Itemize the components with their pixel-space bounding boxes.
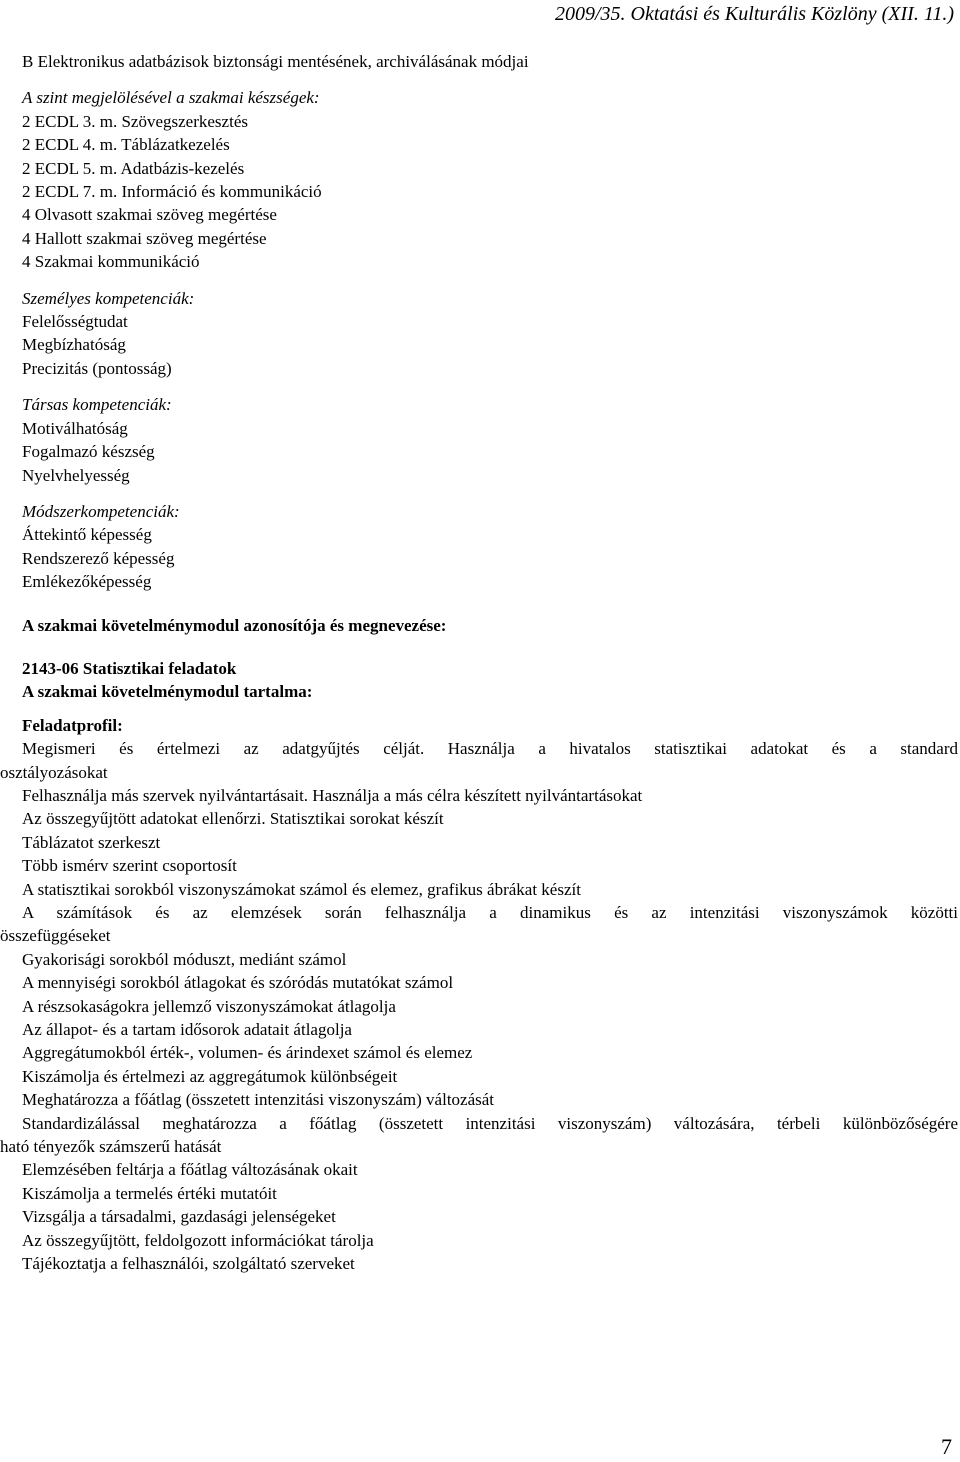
task-item: Tájékoztatja a felhasználói, szolgáltató szerveket xyxy=(22,1254,355,1274)
list-item: 2 ECDL 3. m. Szövegszerkesztés xyxy=(22,111,248,131)
list-item: 2 ECDL 5. m. Adatbázis-kezelés xyxy=(22,158,245,178)
task-item: A mennyiségi sorokból átlagokat és szóródás mutatókat számol xyxy=(22,973,454,993)
list-item: Áttekintő képesség xyxy=(22,525,152,545)
task-item: A statisztikai sorokból viszonyszámokat számol és elemez, grafikus ábrákat készít xyxy=(22,879,581,899)
list-item: 4 Olvasott szakmai szöveg megértése xyxy=(22,205,277,225)
social-list xyxy=(22,417,958,487)
task-item-continuation: ható tényezők számszerű hatását xyxy=(0,1137,222,1157)
list-item: 4 Hallott szakmai szöveg megértése xyxy=(22,228,267,248)
personal-list xyxy=(22,310,958,380)
skills-heading: A szint megjelölésével a szakmai készségek: xyxy=(22,88,320,108)
task-item: Aggregátumokból érték-, volumen- és árindexet számol és elemez xyxy=(22,1043,473,1063)
task-item: A számítások és az elemzések során felhasználja a dinamikus és az intenzitási viszonyszámok közötti xyxy=(22,903,958,922)
personal-heading: Személyes kompetenciák: xyxy=(22,288,195,308)
document-body xyxy=(0,50,958,1276)
list-item: Fogalmazó készség xyxy=(22,442,155,462)
task-item: Az összegyűjtött adatokat ellenőrzi. Statisztikai sorokat készít xyxy=(22,809,444,829)
task-item: Több ismérv szerint csoportosít xyxy=(22,856,237,876)
module-id-heading: A szakmai követelménymodul azonosítója és megnevezése: xyxy=(22,615,447,635)
task-item: Táblázatot szerkeszt xyxy=(22,832,161,852)
list-item: Motiválhatóság xyxy=(22,418,128,438)
task-item: Meghatározza a főátlag (összetett intenzitási viszonyszám) változását xyxy=(22,1090,495,1110)
method-heading: Módszerkompetenciák: xyxy=(22,501,180,521)
list-item: Megbízhatóság xyxy=(22,335,126,355)
task-item: Az összegyűjtött, feldolgozott információkat tárolja xyxy=(22,1230,374,1250)
list-item: Rendszerező képesség xyxy=(22,548,175,568)
list-item: 2 ECDL 7. m. Információ és kommunikáció xyxy=(22,182,322,202)
list-item: 4 Szakmai kommunikáció xyxy=(22,252,200,272)
task-item: Az állapot- és a tartam idősorok adatait átlagolja xyxy=(22,1020,352,1040)
method-list xyxy=(22,523,958,593)
social-heading: Társas kompetenciák: xyxy=(22,395,172,415)
task-list xyxy=(0,737,958,1275)
task-item: Elemzésében feltárja a főátlag változásának okait xyxy=(22,1160,358,1180)
list-item: Felelősségtudat xyxy=(22,312,128,332)
profile-heading: Feladatprofil: xyxy=(22,715,123,735)
page-number: 7 xyxy=(941,1434,952,1459)
list-item: Nyelvhelyesség xyxy=(22,465,130,485)
list-item: Emlékezőképesség xyxy=(22,572,152,592)
section-b-title: B Elektronikus adatbázisok biztonsági mentésének, archiválásának módjai xyxy=(22,52,529,71)
journal-header: 2009/35. Oktatási és Kulturális Közlöny (XII. 11.) xyxy=(554,3,954,25)
task-item: Kiszámolja a termelés értéki mutatóit xyxy=(22,1183,277,1203)
task-item: Standardizálással meghatározza a főátlag (összetett intenzitási viszonyszám) változására, térbeli különbözőségére xyxy=(22,1113,958,1133)
task-item: Kiszámolja és értelmezi az aggregátumok különbségeit xyxy=(22,1066,398,1086)
skills-list xyxy=(22,110,958,274)
module-content-heading: A szakmai követelménymodul tartalma: xyxy=(22,682,313,702)
task-item: Gyakorisági sorokból móduszt, mediánt számol xyxy=(22,949,347,969)
task-item: Felhasználja más szervek nyilvántartásait. Használja a más célra készített nyilvántartásokat xyxy=(22,785,643,805)
task-item-continuation: osztályozásokat xyxy=(0,762,108,782)
task-item: Megismeri és értelmezi az adatgyűjtés célját. Használja a hivatalos statisztikai adatokat és a standard xyxy=(22,739,958,759)
module-id-name: 2143-06 Statisztikai feladatok xyxy=(22,658,237,678)
task-item: A részsokaságokra jellemző viszonyszámokat átlagolja xyxy=(22,996,396,1016)
task-item-continuation: összefüggéseket xyxy=(0,926,111,946)
list-item: 2 ECDL 4. m. Táblázatkezelés xyxy=(22,135,230,155)
task-item: Vizsgálja a társadalmi, gazdasági jelenségeket xyxy=(22,1207,336,1227)
list-item: Precizitás (pontosság) xyxy=(22,358,172,378)
